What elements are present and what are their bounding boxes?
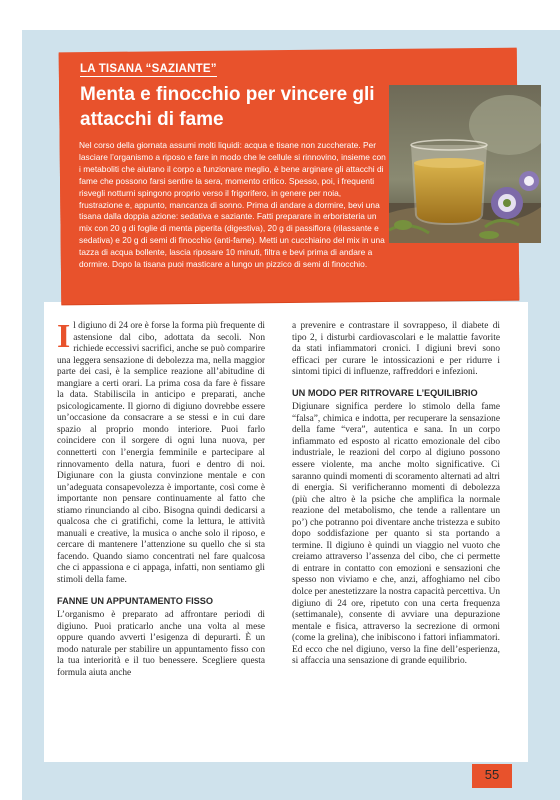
kicker-label: LA TISANA “SAZIANTE” <box>80 63 217 75</box>
body-paragraph: a prevenire e contrastare il sovrappeso, il diabete di tipo 2, i disturbi cardiovascolari e le malattie favorite da stati infiammatori cronici. I digiuni brevi sono efficaci per curare le intossicazioni e per ridurre i sintomi tipici di influenze, raffreddori e infezioni. <box>292 321 500 378</box>
body-paragraph: L’organismo è preparato ad affrontare periodi di digiuno. Puoi praticarlo anche una volta al mese oppure quando avverti l’esigenza di depurarti. È un modo naturale per stabilire un appuntamento fisso con la tua interiorità e il tuo benessere. Scegliere questa formula aiuta anche <box>57 610 265 678</box>
body-paragraph: Digiunare significa perdere lo stimolo della fame “falsa”, chimica e indotta, per recuperare la sensazione della fame “vera”, autentica e sana. In un corpo infiammato ed esposto al ricatto emozionale del cibo industriale, le reazioni del corpo al digiuno possono essere violente, ma anche molto significative. Ci saranno quindi momenti di scoramento alternati ad altri di energia. Si verificheranno momenti di debolezza (più che altro è la psiche che amplifica la normale reazione del metabolismo, che tende a rallentare un po’) che potranno poi diventare anche tristezza e subito dopo soddisfazione per quanto si sta portando a termine. Il digiuno è quindi un viaggio nel vuoto che creiamo attraverso l’assenza del cibo, che ci permette di entrare in contatto con emozioni e sensazioni che spesso non viviamo e che, anzi, affoghiamo nel cibo dolce per anestetizzare la nostra capacità percettiva. Un digiuno di 24 ore, ripetuto con una certa frequenza (settimanale), consente di avviare una depurazione mentale e fisica, attraverso la secrezione di ormoni (come la grelina), che inibiscono i fattori infiammatori. Ed ecco che nel digiuno, verso la fine dell’esperienza, si affaccia una sensazione di grande equilibrio. <box>292 402 500 667</box>
paragraph-text: l digiuno di 24 ore è forse la forma più frequente di astensione dal cibo, adottata da secoli. Non richiede eccessivi sacrifici, anche se può comparire una leggera sensazione di debolezza ma, nella maggior parte dei casi, è la semplice reazione all’abitudine di mangiare a certi orari. La prima cosa da fare è fissare la data. Stabiliscila in anticipo e preparati, anche psicologicamente. Il giorno di digiuno dovrebbe essere un’occasione da consacrare a se stessi e in cui dare spazio al proprio mondo interiore. Puoi farlo coincidere con il sorgere di ogni luna nuova, per connetterti con l’energia femminile e partecipare al rinnovamento della natura, fuori e dentro di noi. Digiunare con la giusta convinzione mentale e con un’adeguata consapevolezza è importante, così come è importante non pensare continuamente al fatto che stiamo rinunciando al cibo. Bisogna quindi dedicarsi a qualcosa che ci gratifichi, come la lettura, le attività manuali e creative, la musica o anche solo il riposo, e cercare di mantenere l’attenzione su quello che si sta facendo. Quando siamo concentrati nel fare qualcosa che ci appassiona e ci appaga, infatti, non sentiamo gli stimoli della fame. <box>57 321 265 586</box>
section-heading: UN MODO PER RITROVARE L’EQUILIBRIO <box>292 387 478 398</box>
body-column-right <box>292 321 500 668</box>
section-heading: FANNE UN APPUNTAMENTO FISSO <box>57 595 214 606</box>
drop-cap: I <box>57 318 71 355</box>
herbal-tea-photo <box>389 85 541 243</box>
body-column-left <box>57 318 265 679</box>
intro-text: Nel corso della giornata assumi molti liquidi: acqua e tisane non zuccherate. Per lasciare l’organismo a riposo e fare in modo che le cellule si rinnovino, insieme con i metaboliti che aiutano il corpo a funzionare meglio, è bene arginare gli attacchi di fame che possono farsi sentire la sera, momento critico. Spesso, poi, i frequenti risvegli notturni spingono proprio verso il frigorifero, in genere per noia, frustrazione e, appunto, mancanza di sonno. Prima di andare a dormire, bevi una tisana dalla doppia azione: sedativa e saziante. Fatti preparare in erboristeria un mix con 20 g di foglie di menta piperita (digestiva), 20 g di passiflora (rilassante e sedativa) e 20 g di semi di finocchio (anti-fame). Metti un cucchiaino del mix in una tazza di acqua bollente, lascia riposare 10 minuti, filtra e bevi prima di andare a dormire. Dopo la tisana puoi masticare a lungo un pizzico di semi di finocchio. <box>79 140 386 270</box>
page-number: 55 <box>484 767 500 782</box>
body-paragraph <box>57 318 265 587</box>
tea-cup-illustration <box>389 85 541 243</box>
article-title: Menta e finocchio per vincere gli attacchi di fame <box>80 84 375 130</box>
